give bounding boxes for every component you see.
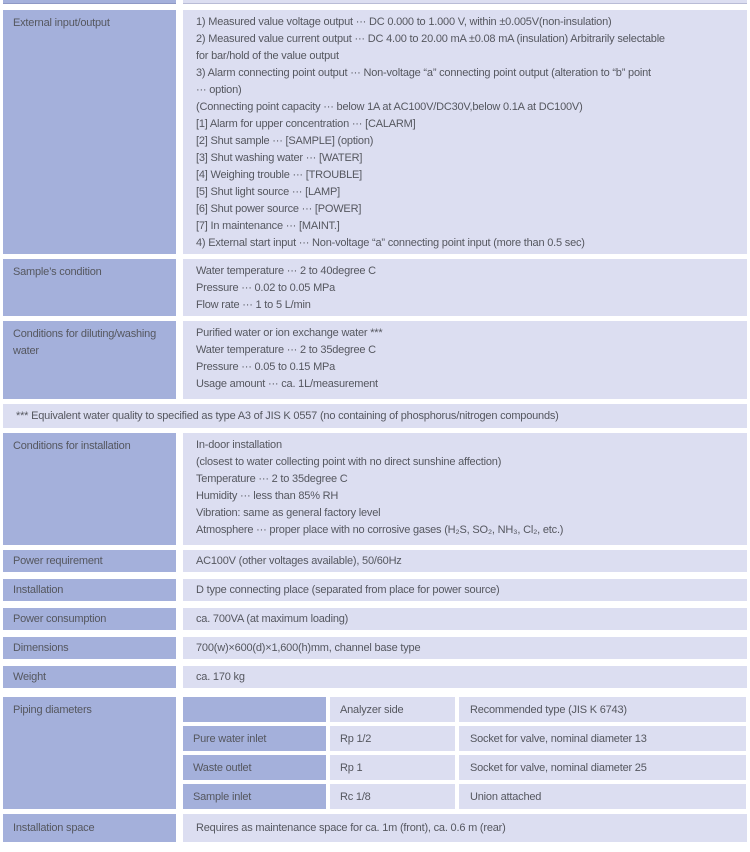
row-content bbox=[183, 321, 747, 399]
piping-table bbox=[183, 697, 747, 809]
truncated-content-cell bbox=[183, 0, 747, 4]
piping-header-row bbox=[183, 697, 747, 722]
row-content bbox=[183, 433, 747, 545]
spec-line: Usage amount ··· ca. 1L/measurement bbox=[196, 378, 378, 390]
truncated-label-cell bbox=[3, 0, 176, 4]
row-label: Power requirement bbox=[3, 550, 176, 572]
row-content bbox=[183, 10, 747, 254]
row-value: 700(w)×600(d)×1,600(h)mm, channel base type bbox=[183, 637, 747, 659]
spec-line: Water temperature ··· 2 to 35degree C bbox=[196, 344, 376, 356]
spec-line: [7] In maintenance ··· [MAINT.] bbox=[196, 220, 340, 232]
piping-recommended-cell: Socket for valve, nominal diameter 13 bbox=[459, 726, 746, 751]
footnote-row bbox=[3, 404, 750, 428]
spec-line: Purified water or ion exchange water *** bbox=[196, 327, 383, 339]
piping-row-pure-water-inlet bbox=[183, 726, 747, 751]
spec-line: Vibration: same as general factory level bbox=[196, 507, 381, 519]
spec-line: 3) Alarm connecting point output ··· Non-voltage “a” connecting point output (alteration to “b” point bbox=[196, 67, 651, 79]
spec-line: ··· option) bbox=[196, 84, 242, 96]
row-label: External input/output bbox=[3, 10, 176, 254]
spec-line: [6] Shut power source ··· [POWER] bbox=[196, 203, 362, 215]
piping-analyzer-cell: Rp 1 bbox=[330, 755, 455, 780]
row-value: Requires as maintenance space for ca. 1m (front), ca. 0.6 m (rear) bbox=[183, 814, 747, 842]
piping-col-analyzer-side: Analyzer side bbox=[330, 697, 455, 722]
row-value: ca. 170 kg bbox=[183, 666, 747, 688]
row-label: Installation space bbox=[3, 814, 176, 842]
piping-analyzer-cell: Rc 1/8 bbox=[330, 784, 455, 809]
spec-line: [2] Shut sample ··· [SAMPLE] (option) bbox=[196, 135, 374, 147]
row-samples-condition bbox=[3, 259, 750, 316]
spec-line: Pressure ··· 0.05 to 0.15 MPa bbox=[196, 361, 336, 373]
piping-row-waste-outlet bbox=[183, 755, 747, 780]
row-power-consumption bbox=[3, 608, 750, 630]
piping-name-cell: Waste outlet bbox=[183, 755, 326, 780]
spec-line: Temperature ··· 2 to 35degree C bbox=[196, 473, 348, 485]
row-label: Installation bbox=[3, 579, 176, 601]
spec-line: Flow rate ··· 1 to 5 L/min bbox=[196, 299, 311, 311]
row-power-requirement bbox=[3, 550, 750, 572]
row-conditions-for-installation bbox=[3, 433, 750, 545]
row-value: D type connecting place (separated from place for power source) bbox=[183, 579, 747, 601]
piping-row-sample-inlet bbox=[183, 784, 747, 809]
spec-line: for bar/hold of the value output bbox=[196, 50, 339, 62]
row-label: Conditions for diluting/washing water bbox=[3, 321, 176, 399]
piping-analyzer-cell: Rp 1/2 bbox=[330, 726, 455, 751]
spec-line: [4] Weighing trouble ··· [TROUBLE] bbox=[196, 169, 363, 181]
spec-line: 4) External start input ··· Non-voltage “a” connecting point input (more than 0.5 sec) bbox=[196, 237, 585, 249]
spec-line: [1] Alarm for upper concentration ··· [CALARM] bbox=[196, 118, 416, 130]
piping-name-cell: Sample inlet bbox=[183, 784, 326, 809]
row-external-input-output bbox=[3, 10, 750, 254]
spec-line: Humidity ··· less than 85% RH bbox=[196, 490, 339, 502]
truncated-top-row bbox=[3, 0, 750, 4]
spec-line: Atmosphere ··· proper place with no corrosive gases (H₂S, SO₂, NH₃, Cl₂, etc.) bbox=[196, 524, 564, 536]
spec-line: [3] Shut washing water ··· [WATER] bbox=[196, 152, 363, 164]
row-piping-diameters bbox=[3, 697, 750, 809]
row-label: Dimensions bbox=[3, 637, 176, 659]
piping-corner-cell bbox=[183, 697, 326, 722]
row-label: Piping diameters bbox=[3, 697, 176, 809]
spec-line: Pressure ··· 0.02 to 0.05 MPa bbox=[196, 282, 336, 294]
row-value: AC100V (other voltages available), 50/60Hz bbox=[183, 550, 747, 572]
row-installation bbox=[3, 579, 750, 601]
row-diluting-washing-water bbox=[3, 321, 750, 399]
spec-line: [5] Shut light source ··· [LAMP] bbox=[196, 186, 340, 198]
piping-name-cell: Pure water inlet bbox=[183, 726, 326, 751]
row-weight bbox=[3, 666, 750, 688]
spec-line: Water temperature ··· 2 to 40degree C bbox=[196, 265, 376, 277]
piping-col-recommended-type: Recommended type (JIS K 6743) bbox=[459, 697, 746, 722]
row-label: Sample’s condition bbox=[3, 259, 176, 316]
row-installation-space bbox=[3, 814, 750, 842]
row-label: Weight bbox=[3, 666, 176, 688]
piping-recommended-cell: Socket for valve, nominal diameter 25 bbox=[459, 755, 746, 780]
spec-line: 2) Measured value current output ··· DC 4.00 to 20.00 mA ±0.08 mA (insulation) Arbitrarily selectable bbox=[196, 33, 665, 45]
piping-recommended-cell: Union attached bbox=[459, 784, 746, 809]
row-dimensions bbox=[3, 637, 750, 659]
row-label: Power consumption bbox=[3, 608, 176, 630]
spec-line: 1) Measured value voltage output ··· DC 0.000 to 1.000 V, within ±0.005V(non-insulation) bbox=[196, 16, 612, 28]
row-label: Conditions for installation bbox=[3, 433, 176, 545]
spec-line: (closest to water collecting point with no direct sunshine affection) bbox=[196, 456, 502, 468]
spec-line: In-door installation bbox=[196, 439, 282, 451]
spec-line: (Connecting point capacity ··· below 1A at AC100V/DC30V,below 0.1A at DC100V) bbox=[196, 101, 583, 113]
row-content bbox=[183, 259, 747, 316]
footnote-text: *** Equivalent water quality to specified as type A3 of JIS K 0557 (no containing of phosphorus/nitrogen compounds) bbox=[3, 404, 747, 428]
row-value: ca. 700VA (at maximum loading) bbox=[183, 608, 747, 630]
